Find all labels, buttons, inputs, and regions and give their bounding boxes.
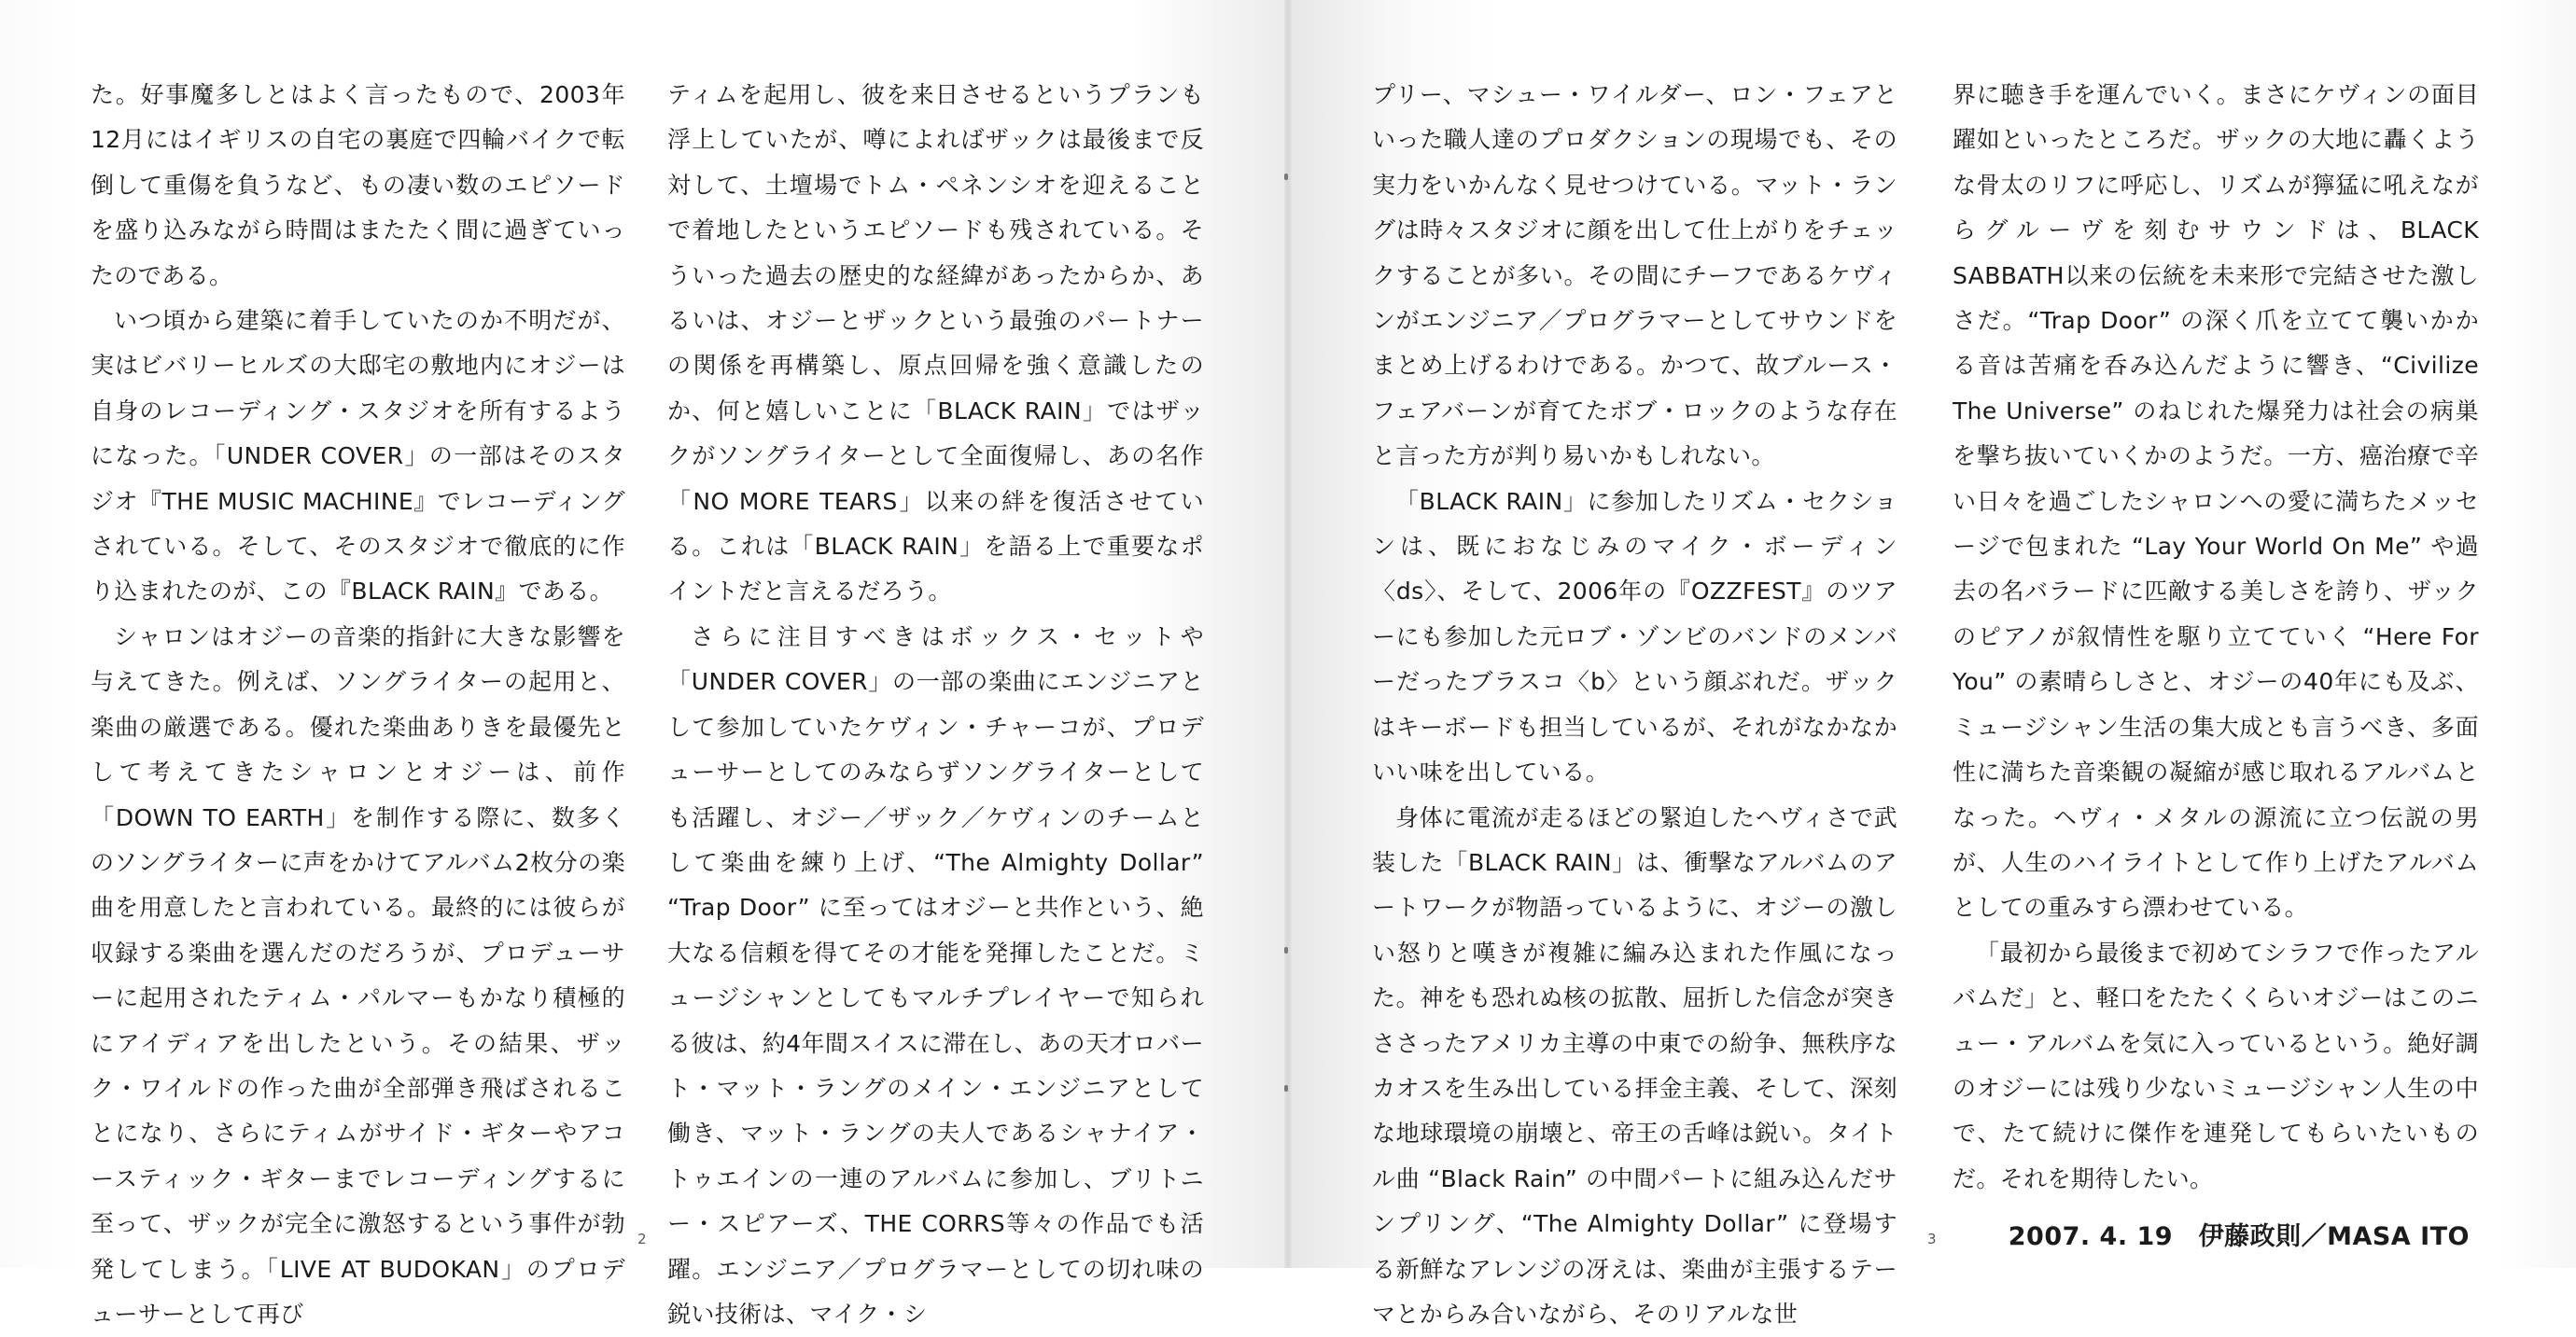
paragraph: いつ頃から建築に着手していたのか不明だが、実はビバリーヒルズの大邸宅の敷地内にオジーは自身のレコーディング・スタジオを所有するようになった。「UNDER COVER」の一部はそのスタジオ『THE MUSIC MACHINE』でレコーディングされている。そして、そのスタジオで徹底的に作り込まれたのが、この『BLACK RAIN』である。 [91,299,625,615]
paragraph: シャロンはオジーの音楽的指針に大きな影響を与えてきた。例えば、ソングライターの起用と、楽曲の厳選である。優れた楽曲ありきを最優先として考えてきたシャロンとオジーは、前作「DOWN TO EARTH」を制作する際に、数多くのソングライターに声をかけてアルバム2枚分の楽曲を用意したと言われている。最終的には彼らが収録する楽曲を選んだのだろうが、プロデューサーに起用されたティム・パルマーもかなり積極的にアイディアを出したという。その結果、ザック・ワイルドの作った曲が全部弾き飛ばされることになり、さらにティムがサイド・ギターやアコースティック・ギターまでレコーディングするに至って、ザックが完全に激怒するという事件が勃発してしまう。「LIVE AT BUDOKAN」のプロデューサーとして再び [91,615,625,1337]
column-1 [91,73,625,1183]
right-page [1288,0,2576,1268]
paragraph: 「最初から最後まで初めてシラフで作ったアルバムだ」と、軽口をたたくくらいオジーはこのニュー・アルバムを気に入っているという。絶好調のオジーには残り少ないミュージシャン人生の中で、たて続けに傑作を連発してもらいたいものだ。それを期待したい。 [1953,931,2479,1202]
left-page [0,0,1288,1268]
author-signature: 2007. 4. 19 伊藤政則／MASA ITO [1953,1215,2479,1260]
paragraph: 身体に電流が走るほどの緊迫したヘヴィさで武装した「BLACK RAIN」は、衝撃なアルバムのアートワークが物語っているように、オジーの激しい怒りと嘆きが複雑に編み込まれた作風になった。神をも恐れぬ核の拡散、屈折した信念が突きささったアメリカ主導の中東での紛争、無秩序なカオスを生み出している拝金主義、そして、深刻な地球環境の崩壊と、帝王の舌峰は鋭い。タイトル曲 “Black Rain” の中間パートに組み込んだサンプリング、“The Almighty Dollar” に登場する新鮮なアレンジの冴えは、楽曲が主張するテーマとからみ合いながら、そのリアルな世 [1372,796,1897,1337]
page-fold [1284,0,1292,1268]
binding-mark [1284,1085,1288,1092]
page-number-left: 2 [637,1231,647,1247]
column-2 [667,73,1204,1183]
paragraph: 界に聴き手を運んでいく。まさにケヴィンの面目躍如といったところだ。ザックの大地に轟くような骨太のリフに呼応し、リズムが獰猛に吼えながらグルーヴを刻むサウンドは、BLACK SABBATH以来の伝統を未来形で完結させた激しさだ。“Trap Door” の深く爪を立てて襲いかかる音は苦痛を呑み込んだように響き、“Civilize The Universe” のねじれた爆発力は社会の病巣を撃ち抜いていくかのようだ。一方、癌治療で辛い日々を過ごしたシャロンへの愛に満ちたメッセージで包まれた “Lay Your World On Me” や過去の名バラードに匹敵する美しさを誇り、ザックのピアノが叙情性を駆り立てていく “Here For You” の素晴らしさと、オジーの40年にも及ぶ、ミュージシャン生活の集大成とも言うべき、多面性に満ちた音楽観の凝縮が感じ取れるアルバムとなった。ヘヴィ・メタルの源流に立つ伝説の男が、人生のハイライトとして作り上げたアルバムとしての重みすら漂わせている。 [1953,73,2479,931]
paragraph: ティムを起用し、彼を来日させるというプランも浮上していたが、噂によればザックは最後まで反対して、土壇場でトム・ペネンシオを迎えることで着地したというエピソードも残されている。そういった過去の歴史的な経緯があったからか、あるいは、オジーとザックという最強のパートナーの関係を再構築し、原点回帰を強く意識したのか、何と嬉しいことに「BLACK RAIN」ではザックがソングライターとして全面復帰し、あの名作「NO MORE TEARS」以来の絆を復活させている。これは「BLACK RAIN」を語る上で重要なポイントだと言えるだろう。 [667,73,1204,615]
paragraph: プリー、マシュー・ワイルダー、ロン・フェアといった職人達のプロダクションの現場でも、その実力をいかんなく見せつけている。マット・ラングは時々スタジオに顔を出して仕上がりをチェックすることが多い。その間にチーフであるケヴィンがエンジニア／プログラマーとしてサウンドをまとめ上げるわけである。かつて、故ブルース・フェアバーンが育てたボブ・ロックのような存在と言った方が判り易いかもしれない。 [1372,73,1897,480]
binding-mark [1284,947,1288,954]
column-3 [1372,73,1897,1183]
column-4 [1953,73,2479,1183]
page-number-right: 3 [1927,1231,1937,1247]
binding-mark [1284,174,1288,180]
paragraph: さらに注目すべきはボックス・セットや「UNDER COVER」の一部の楽曲にエンジニアとして参加していたケヴィン・チャーコが、プロデューサーとしてのみならずソングライターとしても活躍し、オジー／ザック／ケヴィンのチームとして楽曲を練り上げ、“The Almighty Dollar” “Trap Door” に至ってはオジーと共作という、絶大なる信頼を得てその才能を発揮したことだ。ミュージシャンとしてもマルチプレイヤーで知られる彼は、約4年間スイスに滞在し、あの天才ロバート・マット・ラングのメイン・エンジニアとして働き、マット・ラングの夫人であるシャナイア・トゥエインの一連のアルバムに参加し、ブリトニー・スピアーズ、THE CORRS等々の作品でも活躍。エンジニア／プログラマーとしての切れ味の鋭い技術は、マイク・シ [667,615,1204,1337]
paragraph: 「BLACK RAIN」に参加したリズム・セクションは、既におなじみのマイク・ボーディン〈ds〉、そして、2006年の『OZZFEST』のツアーにも参加した元ロブ・ゾンビのバンドのメンバーだったブラスコ〈b〉という顔ぶれだ。ザックはキーボードも担当しているが、それがなかなかいい味を出している。 [1372,480,1897,796]
paragraph: た。好事魔多しとはよく言ったもので、2003年12月にはイギリスの自宅の裏庭で四輪バイクで転倒して重傷を負うなど、もの凄い数のエピソードを盛り込みながら時間はまたたく間に過ぎていったのである。 [91,73,625,299]
